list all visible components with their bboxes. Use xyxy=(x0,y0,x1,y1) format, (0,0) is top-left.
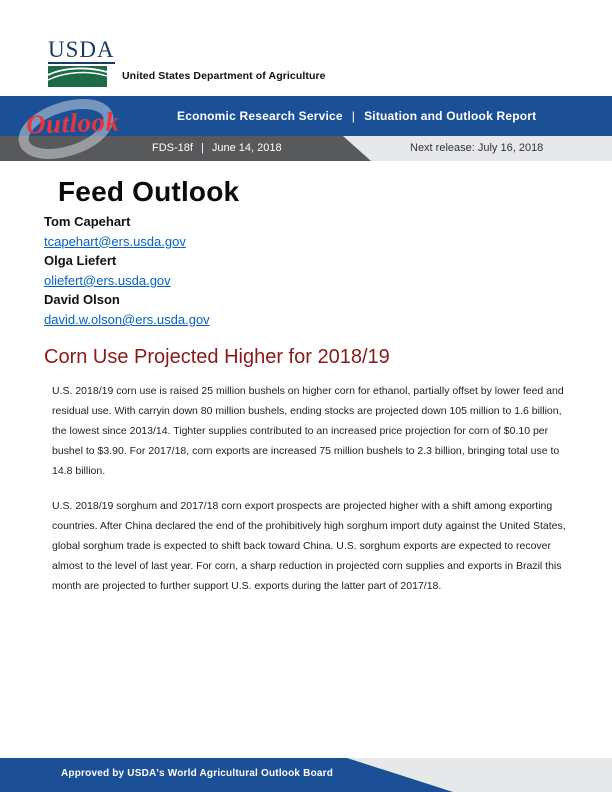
author-email-link[interactable]: oliefert@ers.usda.gov xyxy=(44,272,171,288)
next-release-label: Next release: July 16, 2018 xyxy=(410,142,544,154)
usda-field-icon xyxy=(48,66,107,87)
service-separator: | xyxy=(351,109,356,123)
article-body xyxy=(52,381,569,611)
issue-line xyxy=(152,136,282,161)
authors-list xyxy=(44,212,210,330)
service-right: Situation and Outlook Report xyxy=(364,109,537,123)
usda-tagline: United States Department of Agriculture xyxy=(122,70,326,82)
usda-wordmark: USDA xyxy=(48,37,115,62)
author-email-link[interactable]: david.w.olson@ers.usda.gov xyxy=(44,311,210,327)
issue-separator: | xyxy=(200,142,204,154)
service-line xyxy=(177,96,536,136)
article-heading: Corn Use Projected Higher for 2018/19 xyxy=(44,346,390,368)
author-name: Tom Capehart xyxy=(44,214,131,229)
footer-approval: Approved by USDA's World Agricultural Outlook Board xyxy=(61,768,334,779)
author-name: Olga Liefert xyxy=(44,253,117,269)
author-name: David Olson xyxy=(44,292,120,308)
service-left: Economic Research Service xyxy=(177,109,343,123)
article-paragraph: U.S. 2018/19 corn use is raised 25 million bushels on higher corn for ethanol, partially offset by lower feed and residual use. With carryin down 80 million bushels, ending stocks are projected down 105 million to 1.6 billion, the lowest since 2013/14. Tighter supplies contributed to an increased price projection for corn of $0.10 per bushel to $3.90. For 2017/18, corn exports are increased 75 million bushels to 2.3 billion, bringing total use to 14.8 billion. xyxy=(52,385,564,477)
usda-logo xyxy=(48,38,118,87)
page-title: Feed Outlook xyxy=(58,176,240,207)
article-paragraph: U.S. 2018/19 sorghum and 2017/18 corn export prospects are projected higher with a shift among exporting countries. After China declared the end of the prohibitively high sorghum import duty against the United States, global sorghum trade is expected to shift back toward China. U.S. sorghum exports are expected to recover almost to the level of last year. For corn, a sharp reduction in projected corn supplies and exports in Brazil this month are projected to further support U.S. exports during the latter part of 2017/18. xyxy=(52,500,566,592)
footer-band xyxy=(0,758,612,792)
outlook-logo-text: Outlook xyxy=(25,106,121,140)
issue-date: June 14, 2018 xyxy=(211,142,282,154)
report-id: FDS-18f xyxy=(152,142,193,154)
author-email-link[interactable]: tcapehart@ers.usda.gov xyxy=(44,233,186,249)
outlook-logo xyxy=(12,98,124,164)
